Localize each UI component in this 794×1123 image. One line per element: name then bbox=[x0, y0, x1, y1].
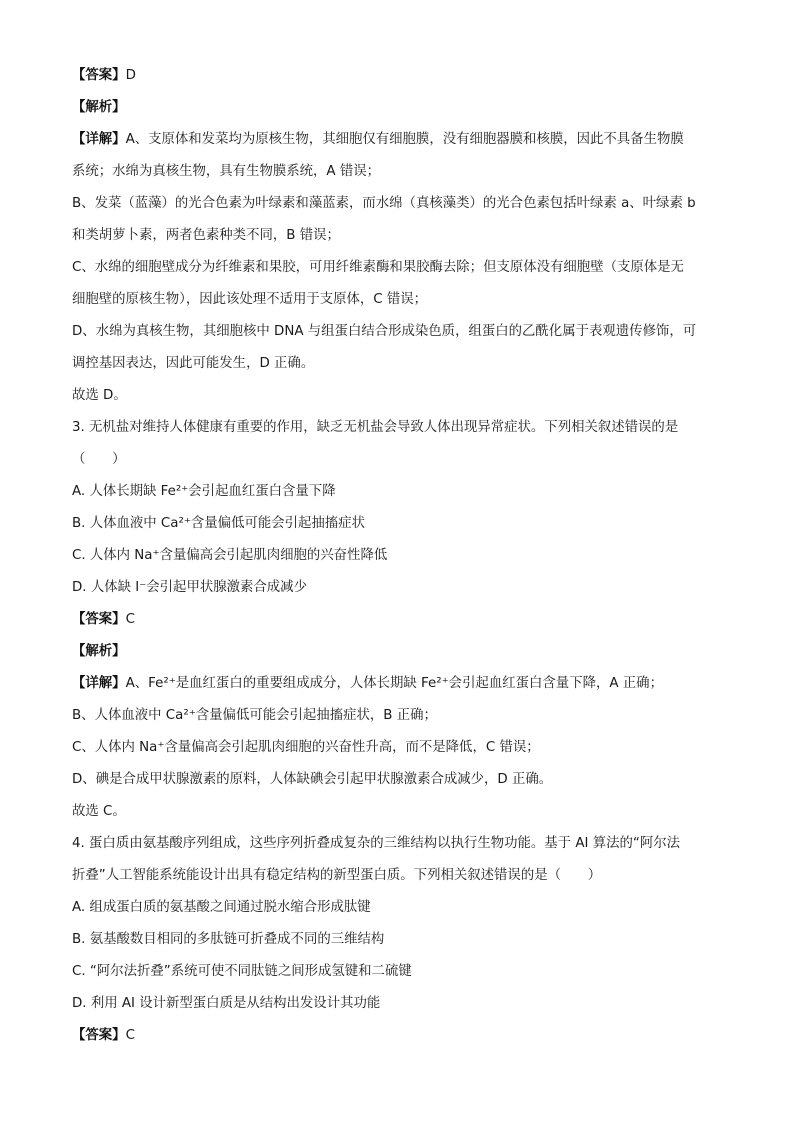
question-3-option-d: D. 人体缺 I⁻会引起甲状腺激素合成减少 bbox=[72, 580, 307, 595]
paragraph-line: B、发菜（蓝藻）的光合色素为叶绿素和藻蓝素，而水绵（真核藻类）的光合色素包括叶绿素 a、叶绿素 b bbox=[72, 196, 696, 211]
question-3-option-c: C. 人体内 Na⁺含量偏高会引起肌肉细胞的兴奋性降低 bbox=[72, 548, 388, 563]
paragraph-line: D、水绵为真核生物，其细胞核中 DNA 与组蛋白结合形成染色质，组蛋白的乙酰化属于表观遗传修饰，可 bbox=[72, 324, 697, 339]
detail-text: A、Fe²⁺是血红蛋白的重要组成成分，人体长期缺 Fe²⁺会引起血红蛋白含量下降，A 正确； bbox=[125, 676, 663, 691]
answer-value: C bbox=[125, 1028, 135, 1043]
question-4-option-a: A. 组成蛋白质的氨基酸之间通过脱水缩合形成肽键 bbox=[72, 900, 371, 915]
paragraph-line: C、水绵的细胞壁成分为纤维素和果胶，可用纤维素酶和果胶酶去除；但支原体没有细胞壁（支原体是无 bbox=[72, 260, 684, 275]
answer-value: C bbox=[125, 612, 135, 627]
question-4-stem: 4. 蛋白质由氨基酸序列组成，这些序列折叠成复杂的三维结构以执行生物功能。基于 AI 算法的“阿尔法 bbox=[72, 836, 680, 851]
detail-tag: 【详解】 bbox=[72, 676, 126, 691]
paragraph-line: 和类胡萝卜素，两者色素种类不同，B 错误； bbox=[72, 228, 340, 243]
paragraph-line: 系统；水绵为真核生物，具有生物膜系统，A 错误； bbox=[72, 164, 381, 179]
question-4-option-b: B. 氨基酸数目相同的多肽链可折叠成不同的三维结构 bbox=[72, 932, 385, 947]
detail-line bbox=[72, 674, 724, 694]
detail-line bbox=[72, 130, 724, 150]
answer-line bbox=[72, 66, 724, 86]
answer-line bbox=[72, 1026, 724, 1046]
answer-value: D bbox=[125, 68, 136, 83]
paragraph-line: 细胞壁的原核生物），因此该处理不适用于支原体，C 错误； bbox=[72, 292, 428, 307]
answer-tag: 【答案】 bbox=[72, 612, 126, 627]
answer-line bbox=[72, 610, 724, 630]
paragraph-line: 调控基因表达，因此可能发生，D 正确。 bbox=[72, 356, 315, 371]
question-3-option-a: A. 人体长期缺 Fe²⁺会引起血红蛋白含量下降 bbox=[72, 484, 336, 499]
paragraph-line: B、人体血液中 Ca²⁺含量偏低可能会引起抽搐症状，B 正确； bbox=[72, 708, 437, 723]
answer-tag: 【答案】 bbox=[72, 1028, 126, 1043]
conclusion-line: 故选 C。 bbox=[72, 804, 126, 819]
analysis-heading bbox=[72, 98, 724, 118]
conclusion-line: 故选 D。 bbox=[72, 388, 127, 403]
detail-tag: 【详解】 bbox=[72, 132, 126, 147]
question-3-stem: 3. 无机盐对维持人体健康有重要的作用，缺乏无机盐会导致人体出现异常症状。下列相关叙述错误的是 bbox=[72, 420, 679, 435]
paragraph-line: C、人体内 Na⁺含量偏高会引起肌肉细胞的兴奋性升高，而不是降低，C 错误； bbox=[72, 740, 540, 755]
question-4-option-c: C. “阿尔法折叠”系统可使不同肽链之间形成氢键和二硫键 bbox=[72, 964, 412, 979]
analysis-tag: 【解析】 bbox=[72, 644, 126, 659]
question-3-option-b: B. 人体血液中 Ca²⁺含量偏低可能会引起抽搐症状 bbox=[72, 516, 365, 531]
question-4-stem-continued: 折叠”人工智能系统能设计出具有稳定结构的新型蛋白质。下列相关叙述错误的是（ ） bbox=[72, 868, 602, 883]
paragraph-line: D、碘是合成甲状腺激素的原料，人体缺碘会引起甲状腺激素合成减少，D 正确。 bbox=[72, 772, 553, 787]
detail-text: A、支原体和发菜均为原核生物，其细胞仅有细胞膜，没有细胞器膜和核膜，因此不具备生物膜 bbox=[125, 132, 684, 147]
question-4-option-d: D. 利用 AI 设计新型蛋白质是从结构出发设计其功能 bbox=[72, 996, 381, 1011]
analysis-tag: 【解析】 bbox=[72, 100, 126, 115]
question-3-blank: （ ） bbox=[72, 452, 126, 467]
analysis-heading bbox=[72, 642, 724, 662]
answer-tag: 【答案】 bbox=[72, 68, 126, 83]
